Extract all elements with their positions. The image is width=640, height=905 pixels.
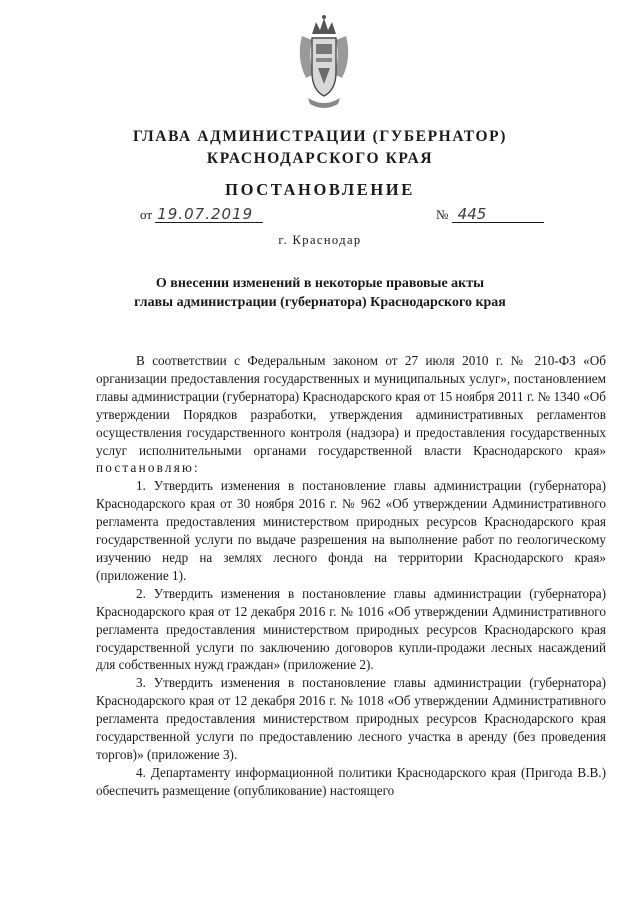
document-subject: [0, 274, 640, 312]
document-date: [140, 206, 263, 223]
decree-word: постановляю:: [96, 460, 200, 476]
document-type-title: ПОСТАНОВЛЕНИЕ: [225, 180, 415, 199]
subject-line2: главы администрации (губернатора) Краснодарского края: [134, 295, 506, 310]
item-paragraph-2: 2. Утвердить изменения в постановление главы администрации (губернатора) Краснодарского края от 12 декабря 2016 г. № 1016 «Об утверждении Административного регламента предоставления министерством природных ресурсов Краснодарского края государственной услуги по заключению договоров купли-продажи лесных насаждений для собственных нужд граждан» (приложение 2).: [96, 585, 606, 673]
preamble-paragraph: [96, 352, 606, 477]
organization-heading: [0, 126, 640, 170]
organization-heading-line1: ГЛАВА АДМИНИСТРАЦИИ (ГУБЕРНАТОР): [133, 128, 507, 145]
item-paragraph-1: 1. Утвердить изменения в постановление главы администрации (губернатора) Краснодарского края от 30 ноября 2016 г. № 962 «Об утверждении Административного регламента предоставления министерством природных ресурсов Краснодарского края государственной услуги по выдаче разрешения на выполнение работ по геологическому изучению недр на землях лесного фонда на территории Краснодарского края» (приложение 1).: [96, 478, 606, 583]
handwritten-date: 19.07.2019: [155, 206, 263, 223]
organization-heading-line2: КРАСНОДАРСКОГО КРАЯ: [206, 150, 434, 167]
item-paragraph-3: 3. Утвердить изменения в постановление главы администрации (губернатора) Краснодарского края от 12 декабря 2016 г. № 1018 «Об утверждении Административного регламента предоставления министерством природных ресурсов Краснодарского края государственной услуги по предоставлению лесного участка в аренду (без проведения торгов)» (приложение 3).: [96, 675, 606, 762]
handwritten-number: 445: [452, 206, 544, 223]
date-prefix: от: [140, 207, 153, 222]
subject-line1: О внесении изменений в некоторые правовые акты: [155, 276, 485, 291]
item-paragraph-4: 4. Департаменту информационной политики Краснодарского края (Пригода В.В.) обеспечить размещение (опубликование) настоящего: [96, 764, 606, 798]
document-body: [96, 352, 606, 800]
coat-of-arms-icon: [294, 14, 354, 110]
city-line: г. Краснодар: [278, 233, 362, 247]
preamble-text: В соответствии с Федеральным законом от 27 июля 2010 г. № 210-ФЗ «Об организации предоставления государственных и муниципальных услуг», постановлением главы администрации (губернатора) Краснодарского края от 15 ноября 2011 г. № 1340 «Об утверждении Порядков разработки, утверждения административных регламентов осуществления государственного контроля (надзора) и предоставления государственных услуг исполнительными органами государственной власти Краснодарского края»: [96, 353, 606, 458]
number-prefix: №: [436, 207, 449, 222]
document-number: [436, 206, 544, 223]
